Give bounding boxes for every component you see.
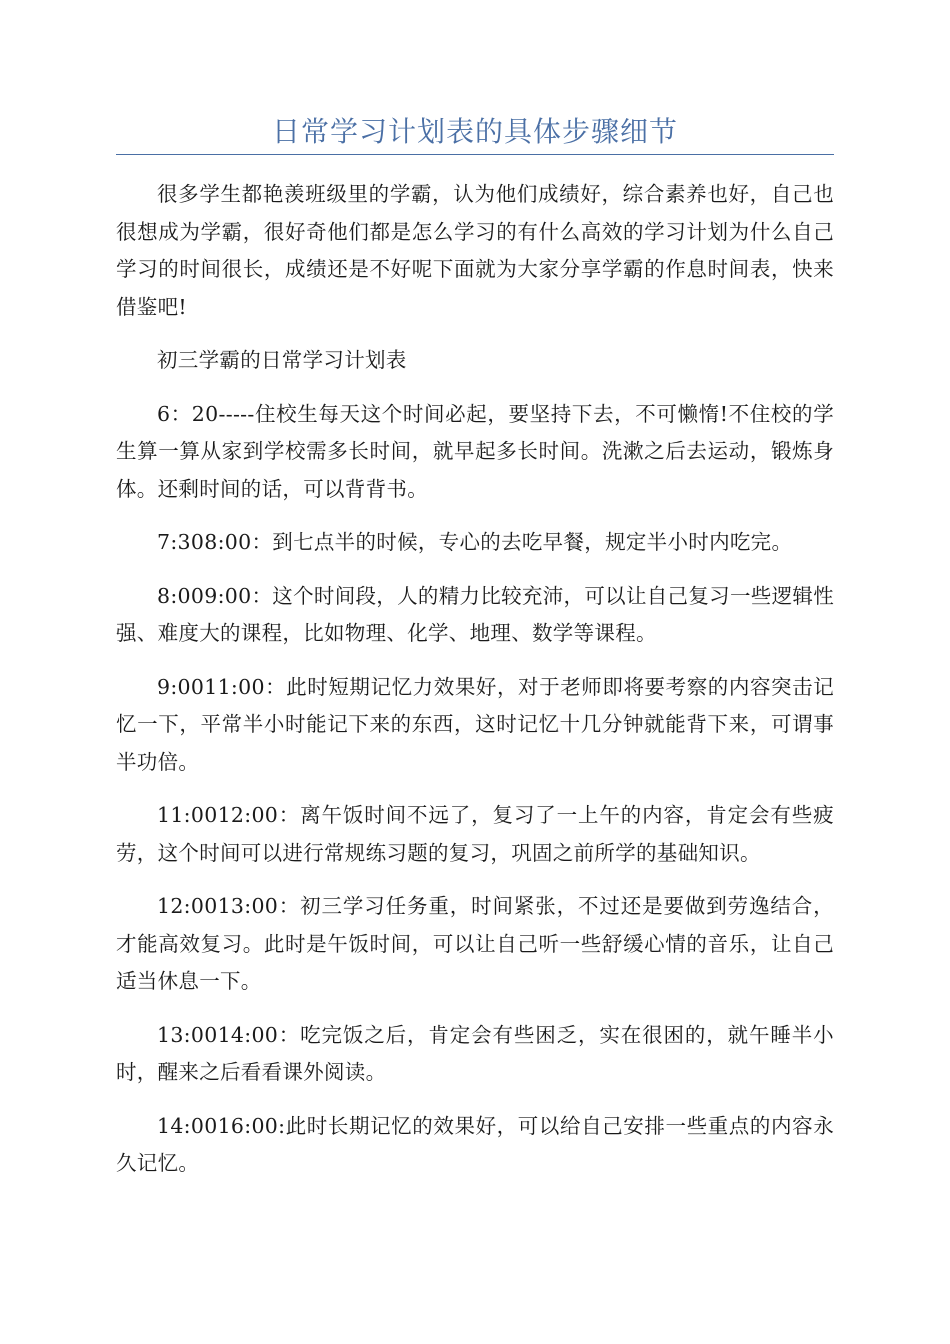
intro-paragraph: 很多学生都艳羡班级里的学霸，认为他们成绩好，综合素养也好，自己也很想成为学霸，很好奇他们都是怎么学习的有什么高效的学习计划为什么自己学习的时间很长，成绩还是不好呢下面就为大家分享学霸的作息时间表，快来借鉴吧!: [116, 182, 834, 319]
schedule-item: 9:0011:00：此时短期记忆力效果好，对于老师即将要考察的内容突击记忆一下，平常半小时能记下来的东西，这时记忆十几分钟就能背下来，可谓事半功倍。: [116, 674, 834, 774]
section-heading: 初三学霸的日常学习计划表: [157, 348, 407, 372]
schedule-item: 11:0012:00：离午饭时间不远了，复习了一上午的内容，肯定会有些疲劳，这个时间可以进行常规练习题的复习，巩固之前所学的基础知识。: [116, 803, 834, 865]
schedule-item: 6：20-----住校生每天这个时间必起，要坚持下去，不可懒惰!不住校的学生算一算从家到学校需多长时间，就早起多长时间。洗漱之后去运动，锻炼身体。还剩时间的话，可以背背书。: [116, 401, 834, 501]
document-title: 日常学习计划表的具体步骤细节: [271, 115, 678, 148]
schedule-item: 7:308:00：到七点半的时候，专心的去吃早餐，规定半小时内吃完。: [157, 530, 793, 554]
schedule-item: 13:0014:00：吃完饭之后，肯定会有些困乏，实在很困的，就午睡半小时，醒来之后看看课外阅读。: [116, 1022, 834, 1084]
schedule-item: 8:009:00：这个时间段，人的精力比较充沛，可以让自己复习一些逻辑性强、难度大的课程，比如物理、化学、地理、数学等课程。: [116, 583, 834, 645]
schedule-item: 12:0013:00：初三学习任务重，时间紧张，不过还是要做到劳逸结合，才能高效复习。此时是午饭时间，可以让自己听一些舒缓心情的音乐，让自己适当休息一下。: [116, 894, 834, 993]
document-body: [116, 176, 834, 1199]
title-underline: [116, 154, 834, 155]
schedule-item: 14:0016:00:此时长期记忆的效果好，可以给自己安排一些重点的内容永久记忆。: [116, 1113, 834, 1175]
